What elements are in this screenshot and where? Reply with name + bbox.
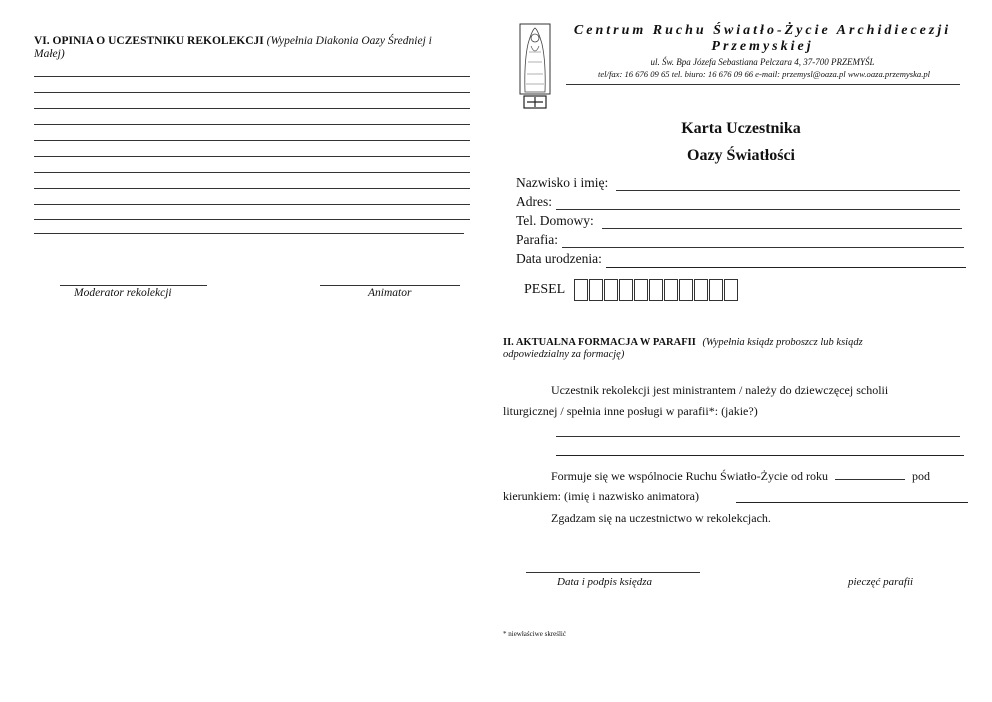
pesel-digit-box[interactable]: [679, 279, 693, 301]
pesel-digit-box[interactable]: [589, 279, 603, 301]
parish-input-line[interactable]: [562, 247, 964, 248]
pesel-digit-box[interactable]: [709, 279, 723, 301]
org-contact: tel/fax: 16 676 09 65 tel. biuro: 16 676 09 66 e-mail: przemysl@oaza.pl www.oaza.przemyska.pl: [597, 69, 931, 79]
field-phone-label: Tel. Domowy:: [516, 213, 594, 228]
card-title: Karta Uczestnika: [681, 120, 801, 137]
opinion-line[interactable]: [34, 140, 470, 141]
emblem-logo: [518, 22, 552, 110]
opinion-line[interactable]: [34, 204, 470, 205]
header-divider: [566, 84, 960, 85]
section-vi-note: (Wypełnia Diakonia Oazy Średniej i: [266, 35, 432, 47]
pesel-digit-box[interactable]: [649, 279, 663, 301]
org-name-line2: Przemyskiej: [711, 39, 814, 54]
section-ii-note: (Wypełnia ksiądz proboszcz lub ksiądz: [702, 337, 863, 348]
section-ii-note-2: odpowiedzialny za formację): [503, 349, 625, 360]
field-birthdate-label: Data urodzenia:: [516, 251, 602, 266]
opinion-line[interactable]: [34, 233, 464, 234]
opinion-line[interactable]: [34, 156, 470, 157]
address-input-line[interactable]: [556, 209, 960, 210]
phone-input-line[interactable]: [602, 228, 962, 229]
service-answer-line[interactable]: [556, 436, 960, 437]
animator-name-line[interactable]: [736, 502, 968, 503]
opinion-line[interactable]: [34, 92, 470, 93]
opinion-line[interactable]: [34, 108, 470, 109]
formation-text-2: pod: [911, 469, 930, 483]
formation-animator-label: kierunkiem: (imię i nazwisko animatora): [503, 489, 699, 503]
pesel-digit-box[interactable]: [634, 279, 648, 301]
opinion-line[interactable]: [34, 172, 470, 173]
opinion-line[interactable]: [34, 219, 470, 220]
consent-text: Zgadzam się na uczestnictwo w rekolekcjach.: [551, 511, 771, 525]
pesel-digit-box[interactable]: [604, 279, 618, 301]
opinion-line[interactable]: [34, 76, 470, 77]
paragraph-service-line1: Uczestnik rekolekcji jest ministrantem / należy do dziewczęcej scholii: [551, 383, 889, 397]
pesel-digit-box[interactable]: [574, 279, 588, 301]
name-input-line[interactable]: [616, 190, 960, 191]
paragraph-service-line2: liturgicznej / spełnia inne posługi w parafii*: (jakie?): [503, 404, 758, 418]
org-name-line1: Centrum Ruchu Światło-Życie Archidiecezji: [573, 23, 952, 38]
pesel-digit-box[interactable]: [664, 279, 678, 301]
opinion-line[interactable]: [34, 124, 470, 125]
animator-signature-line[interactable]: [320, 285, 460, 286]
pesel-digit-box[interactable]: [694, 279, 708, 301]
field-name-label: Nazwisko i imię:: [516, 175, 609, 190]
formation-year-field[interactable]: [835, 467, 905, 480]
opinion-line[interactable]: [34, 188, 470, 189]
pesel-boxes: [574, 279, 738, 301]
section-ii-title: II. AKTUALNA FORMACJA W PARAFII: [503, 337, 696, 348]
pesel-digit-box[interactable]: [724, 279, 738, 301]
field-parish-label: Parafia:: [516, 232, 558, 247]
priest-signature-line[interactable]: [526, 572, 700, 573]
formation-text: Formuje się we wspólnocie Ruchu Światło-Życie od roku: [551, 469, 828, 483]
section-vi-heading: [34, 35, 474, 61]
moderator-signature-line[interactable]: [60, 285, 207, 286]
section-vi-title: VI. OPINIA O UCZESTNIKU REKOLEKCJI: [34, 35, 264, 47]
paragraph-service: [503, 380, 963, 422]
card-subtitle: Oazy Światłości: [687, 147, 795, 164]
section-ii-heading: [503, 337, 963, 361]
priest-signature-label: Data i podpis księdza: [557, 576, 653, 588]
section-vi-note-2: Małej): [34, 48, 65, 60]
birthdate-input-line[interactable]: [606, 267, 966, 268]
field-address-label: Adres:: [516, 194, 552, 209]
pesel-label: PESEL: [524, 282, 566, 297]
pesel-digit-box[interactable]: [619, 279, 633, 301]
footnote: * niewłaściwe skreślić: [503, 630, 566, 638]
paragraph-formation: [503, 466, 973, 506]
org-address: ul. Św. Bpa Józefa Sebastiana Pelczara 4, 37-700 PRZEMYŚL: [650, 57, 875, 67]
moderator-label: Moderator rekolekcji: [74, 287, 172, 299]
service-answer-line-2[interactable]: [556, 455, 964, 456]
parish-stamp-label: pieczęć parafii: [848, 576, 914, 588]
animator-label: Animator: [368, 287, 412, 299]
